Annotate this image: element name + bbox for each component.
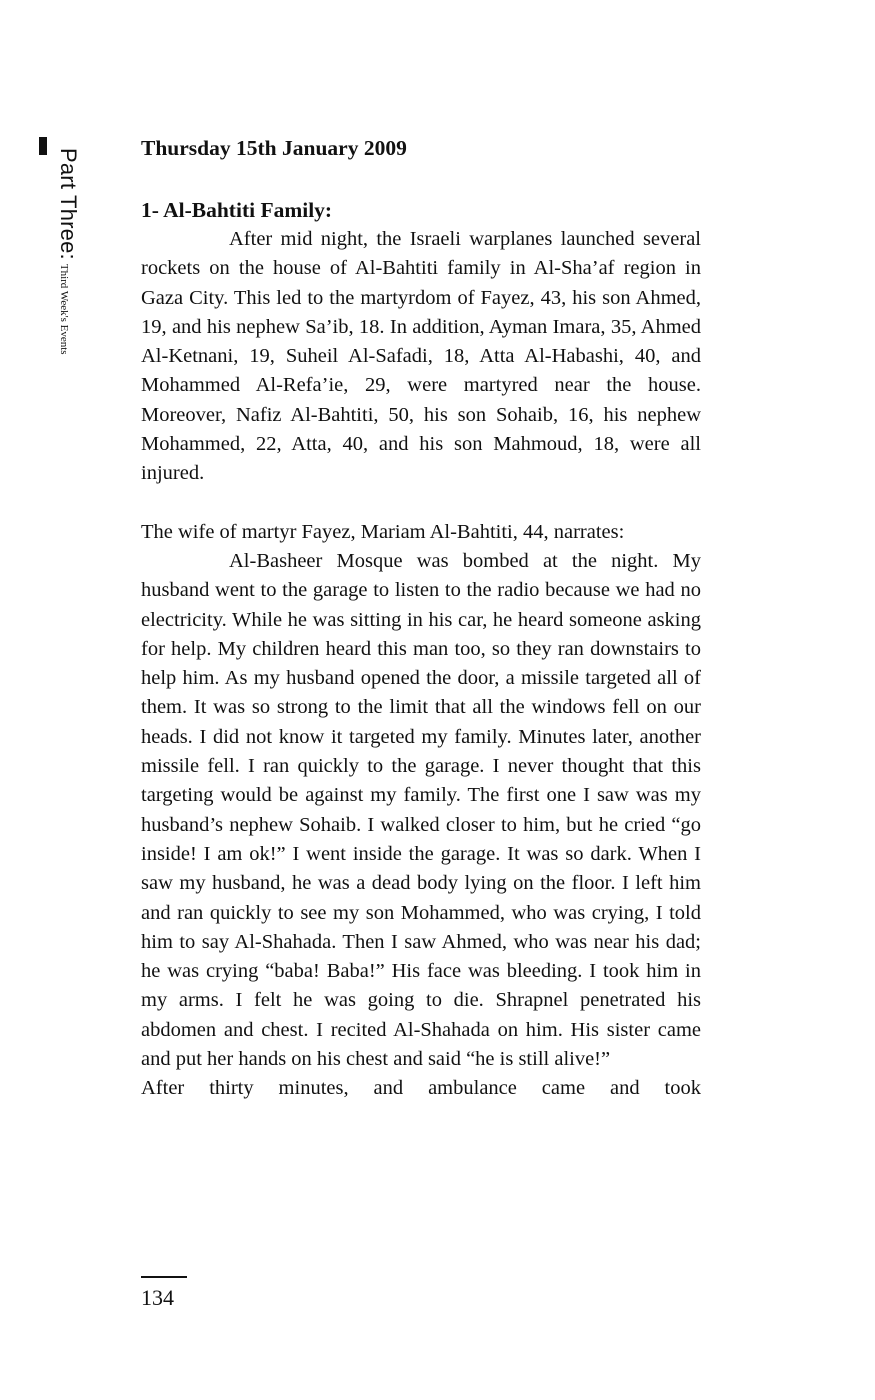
side-header-part: Part Three: [56,148,81,260]
section-heading: 1- Al-Bahtiti Family: [141,198,333,222]
side-header-marker [39,137,47,155]
side-header-subtitle: Third Week's Events [58,263,70,355]
page-number-rule [141,1276,187,1278]
page-content [141,133,701,1104]
body-paragraph-testimony: Al-Basheer Mosque was bombed at the night. My husband went to the garage to listen to the radio because we had no electricity. While he was sitting in his car, he heard someone asking for help. My children heard this man too, so they ran downstairs to help him. As my husband opened the door, a missile targeted all of them. It was so strong to the limit that all the windows fell on our heads. I did not know it targeted my family. Minutes later, another missile fell. I ran quickly to the garage. I never thought that this targeting would be against my family. The first one I saw was my husband’s nephew Sohaib. I walked closer to him, but he cried “go inside! I am ok!” I went inside the garage. It was so dark. When I saw my husband, he was a dead body lying on the floor. I left him and ran quickly to see my son Mohammed, who was crying, I told him to say Al-Shahada. Then I saw Ahmed, who was near his dad; he was crying “baba! Baba!” His face was bleeding. I took him in my arms. I felt he was going to die. Shrapnel penetrated his abdomen and chest. I recited Al-Shahada on him. His sister came and put her hands on his chest and said “he is still alive!” [141,549,701,1071]
page-number: 134 [141,1285,174,1310]
body-paragraph-intro: After mid night, the Israeli warplanes launched several rockets on the house of Al-Bahtiti family in Al-Sha’af region in Gaza City. This led to the martyrdom of Fayez, 43, his son Ahmed, 19, and his nephew Sa’ib, 18. In addition, Ayman Imara, 35, Ahmed Al-Ketnani, 19, Suheil Al-Safadi, 18, Atta Al-Habashi, 40, and Mohammed Al-Refa’ie, 29, were martyred near the house. Moreover, Nafiz Al-Bahtiti, 50, his son Sohaib, 16, his nephew Mohammed, 22, Atta, 40, and his son Mahmoud, 18, were all injured. [141,228,701,485]
date-heading: Thursday 15th January 2009 [141,136,407,160]
side-running-header [51,148,81,355]
body-paragraph-narrator: The wife of martyr Fayez, Mariam Al-Bahtiti, 44, narrates: [141,520,625,543]
body-paragraph-continued: After thirty minutes, and ambulance came and took [141,1077,701,1100]
